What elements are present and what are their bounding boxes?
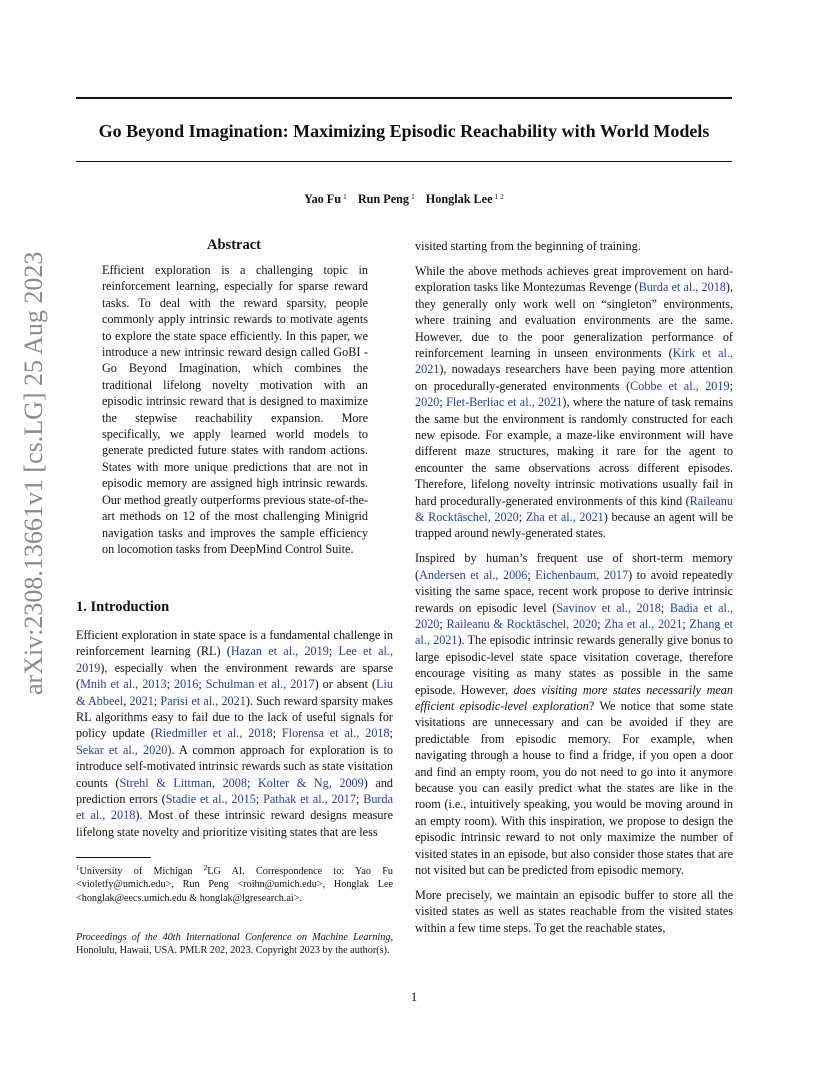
- paper-title: Go Beyond Imagination: Maximizing Episodic Reachability with World Models: [98, 121, 710, 141]
- text-run: ;: [355, 792, 364, 807]
- text-run: ) and prediction errors (: [76, 775, 394, 807]
- citation-link[interactable]: Lee et al., 2019: [76, 644, 394, 675]
- citation-link[interactable]: Badia et al., 2020: [415, 600, 733, 631]
- author: [304, 192, 347, 206]
- text-run: ) or absent (: [314, 677, 377, 692]
- emphasis: does visiting more states necessarily mean efficient episodic-level exploration: [415, 682, 733, 713]
- introduction-paragraph: [76, 627, 393, 840]
- text-run: ), nowadays researchers have been paying more attention on procedurally-generated environments (: [415, 362, 733, 393]
- citation-link[interactable]: Eichenbaum, 2017: [535, 567, 629, 582]
- author-name: Honglak Lee: [425, 192, 493, 206]
- text-run: ), especially when the environment rewards are sparse (: [76, 660, 393, 692]
- author: [426, 192, 504, 206]
- affiliation-footnote: [76, 862, 393, 905]
- text-run: ;: [246, 775, 258, 790]
- text-run: ,: [123, 693, 130, 708]
- text-run: ? We notice that some state visitations are unnecessary and can be avoided if they are predictable from episodic memory. For example, when navigating through a house to find a fridge, if you open a door and find an empty room, you do not need to go into it anymore because you can easily predict what the states are like in the room (i.e., intuitively speaking, you would be moving around in an empty room). With this inspiration, we propose to design the episodic intrinsic reward to not only maximize the number of visited states in an episode, but also consider those states that are not visited but can be predicted from episodic memory.: [415, 698, 733, 878]
- citation-link[interactable]: Parisi et al., 2021: [160, 693, 246, 708]
- citation-link[interactable]: Zhang et al., 2021: [415, 616, 733, 648]
- footnote-mark: 2: [203, 864, 208, 872]
- page-number: 1: [410, 990, 418, 1004]
- author: [358, 192, 415, 206]
- author-affiliation: 1 2: [494, 192, 504, 201]
- citation-link[interactable]: 2020: [415, 395, 440, 410]
- citation-link[interactable]: Burda et al., 2018: [76, 792, 393, 823]
- citation-link[interactable]: Burda et al., 2018: [638, 280, 726, 295]
- text-run: ;: [328, 644, 339, 659]
- text-run: ), they generally only work well on “singleton” environments, where training and evaluation environments are the same. However, due to the poor generalization performance of reinforcement learning in unseen environments (: [415, 280, 733, 360]
- citation-link[interactable]: Riedmiller et al., 2018: [154, 726, 273, 741]
- citation-link[interactable]: Flet-Berliac et al., 2021: [446, 395, 563, 410]
- text-run: ), where the nature of task remains the same but the environment is randomly constructed for each new episode. For example, a maze-like environment will have different maze structures, making it rare for the agent to encounter the same observations across different episodes. Therefore, lifelong novelty intrinsic motivations usually fail in hard procedurally-generated environments of this kind (: [415, 395, 733, 508]
- text-run: Efficient exploration in state space is a fundamental challenge in reinforcement learning (RL) (: [76, 628, 393, 659]
- text-run: ;: [255, 792, 264, 807]
- text-run: ;: [153, 693, 161, 708]
- citation-link[interactable]: Cobbe et al., 2019: [630, 378, 730, 393]
- author-list: [76, 189, 732, 207]
- text-run: ;: [166, 677, 174, 692]
- text-run: ). The episodic intrinsic rewards generally give bonus to large episodic-level state space visitation coverage, therefore encourage visiting as many states as possible in the same episode. However,: [415, 633, 734, 697]
- text-run: ;: [527, 567, 536, 582]
- text-run: ;: [682, 616, 690, 631]
- text-run: ;: [272, 726, 282, 741]
- text-run: ;: [389, 726, 393, 741]
- text-run: ). A common approach for exploration is to introduce self-motivated intrinsic rewards such as state visitation counts (: [76, 742, 393, 790]
- text-run: ;: [198, 677, 206, 692]
- author-name: Yao Fu: [304, 192, 342, 206]
- citation-link[interactable]: Mnih et al., 2013: [80, 677, 167, 692]
- citation-link[interactable]: Zha et al., 2021: [604, 616, 683, 631]
- citation-link[interactable]: Liu & Abbeel: [76, 677, 393, 708]
- introduction-heading: 1. Introduction: [76, 599, 170, 615]
- citation-link[interactable]: Pathak et al., 2017: [263, 792, 356, 807]
- citation-link[interactable]: Hazan et al., 2019: [230, 644, 329, 659]
- text-run: ) because an agent will be trapped around newly-generated states.: [415, 510, 733, 541]
- citation-link[interactable]: Savinov et al., 2018: [556, 600, 661, 615]
- text-run: ;: [439, 616, 447, 631]
- author-affiliation: 1: [343, 192, 347, 201]
- author-name: Run Peng: [357, 192, 409, 206]
- footnote-text: LG AI. Correspondence to: Yao Fu <violetfy@umich.edu>, Run Peng <roihn@umich.edu>, Honglak Lee <honglak@eecs.umich.edu & honglak@lgresearch.ai>.: [76, 866, 393, 904]
- text-run: ) to avoid repeatedly visiting the same space, recent work propose to derive intrinsic rewards on episodic level (: [415, 567, 733, 615]
- proceedings-details: , Honolulu, Hawaii, USA. PMLR 202, 2023. Copyright 2023 by the author(s).: [76, 932, 393, 957]
- text-run: ;: [729, 378, 733, 393]
- paragraph: [415, 550, 733, 878]
- text-run: ;: [660, 600, 670, 615]
- footnote-mark: 1: [76, 864, 80, 872]
- proceedings-venue: Proceedings of the 40th International Conference on Machine Learning: [76, 932, 391, 943]
- text-run: ;: [597, 616, 605, 631]
- abstract-heading: Abstract: [207, 237, 261, 253]
- citation-link[interactable]: Florensa et al., 2018: [281, 726, 390, 741]
- right-column: [415, 238, 733, 945]
- title-bottom-rule: [76, 161, 732, 162]
- footnote-rule: [76, 857, 151, 858]
- text-run: ;: [439, 395, 447, 410]
- paragraph: visited starting from the beginning of training.: [415, 239, 641, 253]
- text-run: ). Such reward sparsity makes RL algorithms easy to fail due to the lack of useful signals for policy update (: [76, 693, 393, 741]
- author-affiliation: 1: [410, 192, 415, 201]
- top-rule: [76, 97, 732, 99]
- citation-link[interactable]: Schulman et al., 2017: [205, 677, 315, 692]
- citation-link[interactable]: Kolter & Ng, 2009: [257, 775, 364, 790]
- citation-link[interactable]: Strehl & Littman, 2008: [119, 775, 247, 790]
- text-run: While the above methods achieves great improvement on hard-exploration tasks like Montezumas Revenge (: [415, 263, 733, 295]
- citation-link[interactable]: Raileanu & Rocktäschel, 2020: [446, 616, 598, 631]
- citation-link[interactable]: Stadie et al., 2015: [165, 792, 256, 807]
- citation-link[interactable]: 2021: [129, 693, 154, 708]
- proceedings-note: [76, 931, 393, 958]
- paragraph: [415, 263, 733, 542]
- citation-link[interactable]: Zha et al., 2021: [525, 510, 604, 524]
- text-run: ). Most of these intrinsic reward designs measure lifelong state novelty and prioritize visiting states that are less: [76, 808, 393, 839]
- citation-link[interactable]: Raileanu & Rocktäschel, 2020: [415, 493, 733, 524]
- citation-link[interactable]: Kirk et al., 2021: [415, 345, 734, 377]
- abstract-text: Efficient exploration is a challenging topic in reinforcement learning, especially for sparse reward tasks. To deal with the reward sparsity, people commonly apply intrinsic rewards to motivate agents to explore the state space efficiently. In this paper, we introduce a new intrinsic reward design called GoBI - Go Beyond Imagination, which combines the traditional lifelong novelty motivation with an episodic intrinsic reward that is designed to maximize the stepwise reachability expansion. More specifically, we apply learned world models to generate predicted future states with random actions. States with more unique predictions that are not in episodic memory are assigned high intrinsic rewards. Our method greatly outperforms previous state-of-the-art methods on 12 of the most challenging Minigrid navigation tasks and improves the sample efficiency on locomotion tasks from DeepMind Control Suite.: [102, 263, 368, 556]
- text-run: ;: [518, 510, 526, 524]
- citation-link[interactable]: Andersen et al., 2006: [419, 567, 528, 582]
- text-run: Inspired by human’s frequent use of short-term memory (: [415, 551, 733, 582]
- footnote-text: University of Michigan: [79, 866, 204, 877]
- paragraph: More precisely, we maintain an episodic buffer to store all the visited states as well as states reachable from the visited states within a few time steps. To get the reachable states,: [415, 887, 733, 935]
- arxiv-identifier: arXiv:2308.13661v1 [cs.LG] 25 Aug 2023: [19, 251, 48, 695]
- citation-link[interactable]: Sekar et al., 2020: [76, 742, 168, 757]
- citation-link[interactable]: 2016: [173, 677, 199, 692]
